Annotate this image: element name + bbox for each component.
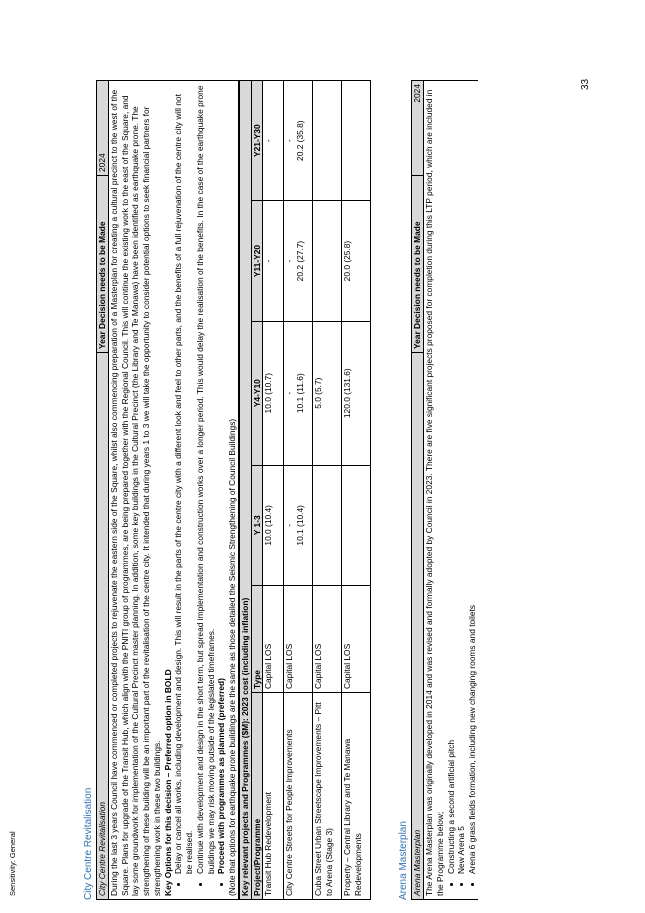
project-name-cell: Cuba Street Urban Streetscape Improvements – Pitt to Arena (Stage 3) [313, 693, 342, 900]
table-row [284, 81, 313, 900]
projects-table [239, 80, 372, 900]
arena-item: • New Arena 5 [456, 84, 467, 874]
options-list [173, 84, 227, 896]
city-centre-topic: City Centre Revitalisation [97, 353, 109, 900]
col-y1-3: Y 1-3 [251, 465, 263, 585]
options-title: Key Options for this decision – Preferred option in BOLD [162, 669, 173, 896]
project-value-cell: - 20.2 (35.8) [284, 81, 313, 201]
city-centre-heading: City Centre Revitalisation [83, 787, 94, 900]
arena-header-row [412, 81, 424, 900]
projects-body [263, 81, 371, 900]
rotated-page-content [82, 80, 582, 900]
city-year-label: Year Decision needs to be Made [97, 176, 109, 353]
project-value-cell: 5.0 (5.7) [313, 321, 342, 465]
arena-body-row [424, 81, 478, 900]
project-value-cell: 120.0 (131.6) [342, 321, 371, 465]
projects-title-row [239, 81, 251, 900]
preferred-option: • Proceed with programmes as planned (preferred) [216, 84, 227, 874]
arena-heading: Arena Masterplan [398, 821, 410, 900]
project-value-cell [342, 81, 371, 201]
city-centre-body-text: During the last 3 years Council have commenced or completed projects to rejuvenate the eastern side of the Square, whilst also commencing preparation of a Masterplan for creating a cultural precinct to the west of the Square. Plans for upgrade of the Transit Hub, which align with the PNITI group of programmes, are being prepared together with the Regional Council. This will continue the existing work to the east of the Square, and lay some groundwork for implementation of the Cultural Precinct master planning. In addition, some key buildings in the Cultural Precinct (the Library and Te Manawa) have been identified as earthquake prone. The strengthening of these building will be an important part of the revitalisation of the centre city. It intended that during years 1 to 3 we will take the opportunity to consider potential options to seek financial partners for strengthening work in these two buildings. [108, 89, 162, 896]
col-project: Project/Programme [251, 693, 263, 900]
project-name-cell: City Centre Streets for People Improvements [284, 693, 313, 900]
col-y4-10: Y4-Y10 [251, 321, 263, 465]
city-centre-body-cell [108, 81, 238, 900]
project-name-cell: Property – Central Library and Te Manawa Redevelopments [342, 693, 371, 900]
col-y11-20: Y11-Y20 [251, 201, 263, 321]
options-note: (Note that options for earthquake prone buildings are the same as those detailed the Seismic Strengthening of Council Buildings) [227, 418, 237, 896]
project-type-cell: Capital LOS [284, 586, 313, 693]
table-row [342, 81, 371, 900]
city-centre-table [96, 80, 239, 900]
city-centre-body-row [108, 81, 238, 900]
project-type-cell: Capital LOS [342, 586, 371, 693]
project-name-cell: Transit Hub Redevelopment [263, 693, 284, 900]
page-number: 33 [580, 78, 591, 90]
project-value-cell [313, 201, 342, 321]
arena-item: • Constructing a second artificial pitch [446, 84, 457, 874]
project-value-cell: - [263, 201, 284, 321]
project-value-cell: 10.0 (10.4) [263, 465, 284, 585]
project-value-cell: - [263, 81, 284, 201]
project-value-cell: 10.0 (10.7) [263, 321, 284, 465]
city-centre-header-row [97, 81, 109, 900]
option-item: • Continue with development and design in the short term, but spread implementation and construction works over a longer period. This would delay the realisation of the benefits. In the case of the earthquake prone buildings we may risk moving outside of the legislated timeframes. [195, 84, 217, 874]
table-row [263, 81, 284, 900]
sensitivity-label: Sensitivity: General [8, 831, 17, 896]
project-value-cell: - 20.2 (27.7) [284, 201, 313, 321]
arena-body-text: The Arena Masterplan was originally developed in 2014 and was revised and formally adopted by Council in 2023. There are five significant projects proposed for completion during this LTP period, which are included in the Programme below; [424, 89, 445, 896]
arena-year-value: 2024 [412, 81, 424, 176]
project-value-cell [342, 465, 371, 585]
option-item: • Delay or cancel all works, including development and design. This will result in the parts of the centre city with a different look and feel to other parts, and the benefits of a full rejuvenation of the centre city will not be realised. [173, 84, 195, 874]
arena-body-cell [424, 81, 478, 900]
project-value-cell: - 10.1 (10.4) [284, 465, 313, 585]
project-value-cell [313, 81, 342, 201]
projects-columns-row [251, 81, 263, 900]
city-year-value: 2024 [97, 81, 109, 176]
table-row [313, 81, 342, 900]
arena-topic: Arena Masterplan [412, 353, 424, 900]
col-type: Type [251, 586, 263, 693]
project-value-cell [313, 465, 342, 585]
project-type-cell: Capital LOS [263, 586, 284, 693]
project-type-cell: Capital LOS [313, 586, 342, 693]
arena-year-label: Year Decision needs to be Made [412, 176, 424, 353]
project-value-cell: 20.0 (25.8) [342, 201, 371, 321]
col-y21-30: Y21-Y30 [251, 81, 263, 201]
arena-list [446, 84, 478, 896]
arena-table [411, 80, 478, 900]
project-value-cell: - 10.1 (11.6) [284, 321, 313, 465]
arena-item: • Arena 6 grass fields formation, including new changing rooms and toilets [467, 84, 478, 874]
projects-title: Key relevant projects and Programmes ($M): 2023 cost (including inflation) [239, 81, 251, 900]
